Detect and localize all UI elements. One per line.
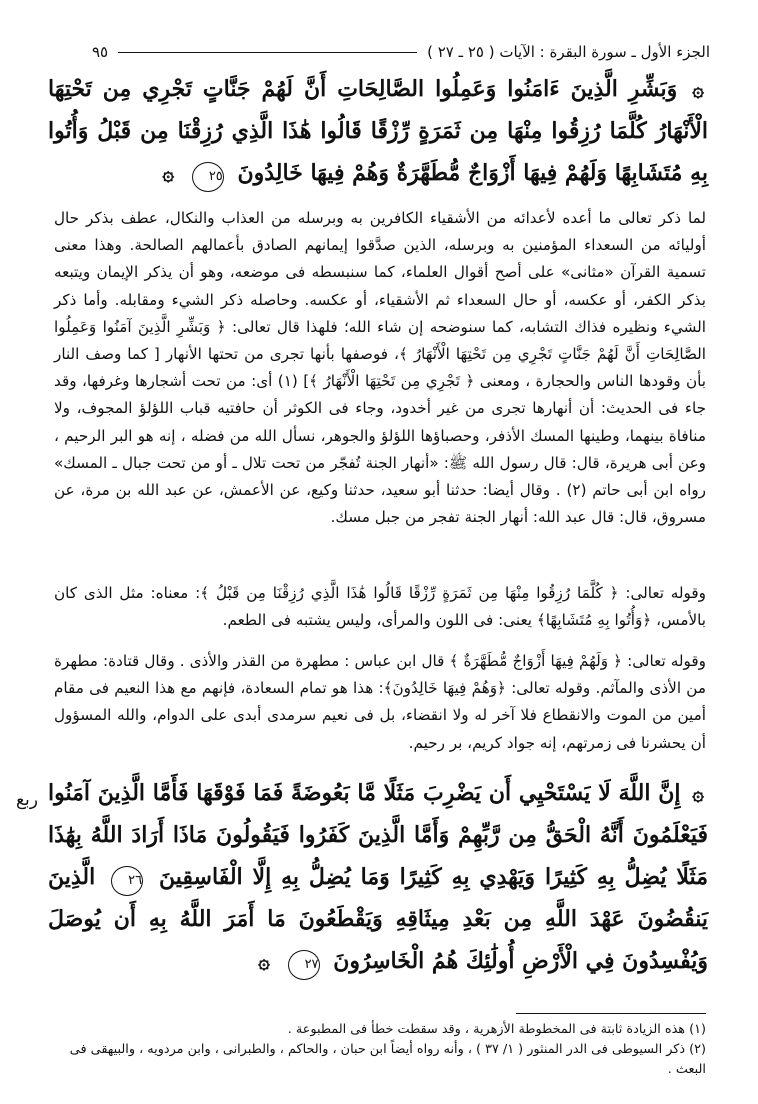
tafsir-text-1: لما ذكر تعالى ما أعده لأعدائه من الأشقياء الكافرين به وبرسله من العذاب والنكال، عطف بذكر حال أوليائه من السعداء المؤمنين به وبرسله، الذين صدَّقوا إيمانهم الصادق بأعمالهم الصالحة. وهذا معنى تسمية القرآن «مثانى» على أصح أقوال العلماء، كما سنبسطه فى موضعه، وهو أن يذكر الإيمان ويتبعه بذكر الكفر، أو عكسه، أو حال السعداء ثم الأشقياء، أو عكسه. وحاصله ذكر الشيء ومقابله. وأما ذكر الشيء ونظيره فذاك التشابه، كما سنوضحه إن شاء الله؛ فلهذا قال تعالى: ﴿ وَبَشِّرِ الَّذِينَ آمَنُوا وَعَمِلُوا الصَّالِحَاتِ أَنَّ لَهُمْ جَنَّاتٍ تَجْرِي مِن تَحْتِهَا الْأَنْهَارُ ﴾، فوصفها بأنها تجرى من تحتها الأنهار [ كما وصف النار بأن وقودها الناس والحجارة ، ومعنى ﴿ تَجْرِي مِن تَحْتِهَا الْأَنْهَارُ ﴾] (١) أى: من تحت أشجارها وغرفها، وقد جاء فى الحديث: أن أنهارها تجرى من غير أخدود، وجاء فى الكوثر أن حافتيه قباب اللؤلؤ المجوف، ولا منافاة بينهما، وطينها المسك الأذفر، وحصباؤها اللؤلؤ والجوهر، نسأل الله من فضله ، إنه هو البر الرحيم ، وعن أبى هريرة، قال: قال رسول الله ﷺ: «أنهار الجنة تُفجّر من تحت تلال ـ أو من تحت جبال ـ المسك» رواه ابن أبى حاتم (٢) . وقال أيضا: حدثنا أبو سعيد، حدثنا وكيع، عن الأعمش، عن عبد الله بن مرة، عن مسروق، قال: قال عبد الله: أنهار الجنة تفجر من جبل مسك. xyxy=(54,209,707,527)
verse-25-text: وَبَشِّرِ الَّذِينَ ءَامَنُوا وَعَمِلُوا الصَّالِحَاتِ أَنَّ لَهُمْ جَنَّاتٍ تَجْرِي مِن تَحْتِهَا الْأَنْهَارُ كُلَّمَا رُزِقُوا مِنْهَا مِن ثَمَرَةٍ رِّزْقًا قَالُوا هَٰذَا الَّذِي رُزِقْنَا مِن قَبْلُ وَأُتُوا بِهِ مُتَشَابِهًا وَلَهُمْ فِيهَا أَزْوَاجٌ مُّطَهَّرَةٌ وَهُمْ فِيهَا خَالِدُونَ xyxy=(48,76,708,186)
footnotes xyxy=(54,1020,706,1080)
tafsir-paragraph-3 xyxy=(54,648,706,757)
quran-verse-25 xyxy=(48,68,708,194)
verse-26-text: إِنَّ اللَّهَ لَا يَسْتَحْيِي أَن يَضْرِبَ مَثَلًا مَّا بَعُوضَةً فَمَا فَوْقَهَا فَأَمَّا الَّذِينَ آمَنُوا فَيَعْلَمُونَ أَنَّهُ الْحَقُّ مِن رَّبِّهِمْ وَأَمَّا الَّذِينَ كَفَرُوا فَيَقُولُونَ مَاذَا أَرَادَ اللَّهُ بِهَٰذَا مَثَلًا يُضِلُّ بِهِ كَثِيرًا وَيَهْدِي بِهِ كَثِيرًا وَمَا يُضِلُّ بِهِ إِلَّا الْفَاسِقِينَ xyxy=(48,780,708,890)
tafsir-text-2: وقوله تعالى: ﴿ كُلَّمَا رُزِقُوا مِنْهَا مِن ثَمَرَةٍ رِّزْقًا قَالُوا هَٰذَا الَّذِي رُزِقْنَا مِن قَبْلُ ﴾: معناه: مثل الذى كان بالأمس، ﴿وَأُتُوا بِهِ مُتَشَابِهًا﴾ يعنى: فى اللون والمرأى، وليس يشتبه فى الطعم. xyxy=(54,584,706,630)
footnote-divider xyxy=(516,1013,706,1014)
ornament-icon: ۞ xyxy=(692,77,704,101)
quran-verses-26-27 xyxy=(48,772,708,982)
header-rule xyxy=(118,52,417,53)
ornament-icon: ۞ xyxy=(692,781,704,805)
footnote-1: (١) هذه الزيادة ثابتة فى المخطوطة الأزهرية ، وقد سقطت خطأ فى المطبوعة . xyxy=(287,1022,706,1037)
tafsir-text-3: وقوله تعالى: ﴿ وَلَهُمْ فِيهَا أَزْوَاجٌ مُّطَهَّرَةٌ ﴾ قال ابن عباس : مطهرة من القذر والأذى . وقال قتادة: مطهرة من الأذى والمآثم. وقوله تعالى: ﴿وَهُمْ فِيهَا خَالِدُونَ﴾: هذا هو تمام السعادة، فإنهم مع هذا النعيم فى مقام أمين من الموت والانقطاع فلا آخر له ولا انقضاء، بل فى نعيم سرمدى أبدى على الدوام، والله المسؤول أن يحشرنا فى زمرتهم، إنه جواد كريم، بر رحيم. xyxy=(54,652,706,752)
verse-27-text: الَّذِينَ يَنقُضُونَ عَهْدَ اللَّهِ مِن بَعْدِ مِيثَاقِهِ وَيَقْطَعُونَ مَا أَمَرَ اللَّهُ بِهِ أَن يُوصَلَ وَيُفْسِدُونَ فِي الْأَرْضِ أُولَٰئِكَ هُمُ الْخَاسِرُونَ xyxy=(48,864,708,974)
page-number: ٩٥ xyxy=(92,43,109,61)
ornament-icon: ۞ xyxy=(162,161,175,185)
header-title: الجزء الأول ـ سورة البقرة : الآيات ( ٢٥ ـ ٢٧ ) xyxy=(427,43,710,61)
footnote-2: (٢) ذكر السيوطى فى الدر المنثور ( ١/ ٣٧ ) ، وأنه رواه أيضاً ابن حبان ، والحاكم ، والطبرانى ، وابن مردويه ، والبيهقى فى البعث . xyxy=(69,1042,706,1077)
running-header xyxy=(92,40,710,64)
ayah-number-26: ٢٦ xyxy=(111,866,143,896)
tafsir-paragraph-2 xyxy=(54,580,706,634)
ayah-number-25: ٢٥ xyxy=(192,162,224,192)
ornament-icon: ۞ xyxy=(258,949,270,973)
ayah-number-27: ٢٧ xyxy=(288,950,320,980)
tafsir-paragraph-1 xyxy=(54,205,706,531)
margin-note-rub: ربع xyxy=(16,790,38,810)
